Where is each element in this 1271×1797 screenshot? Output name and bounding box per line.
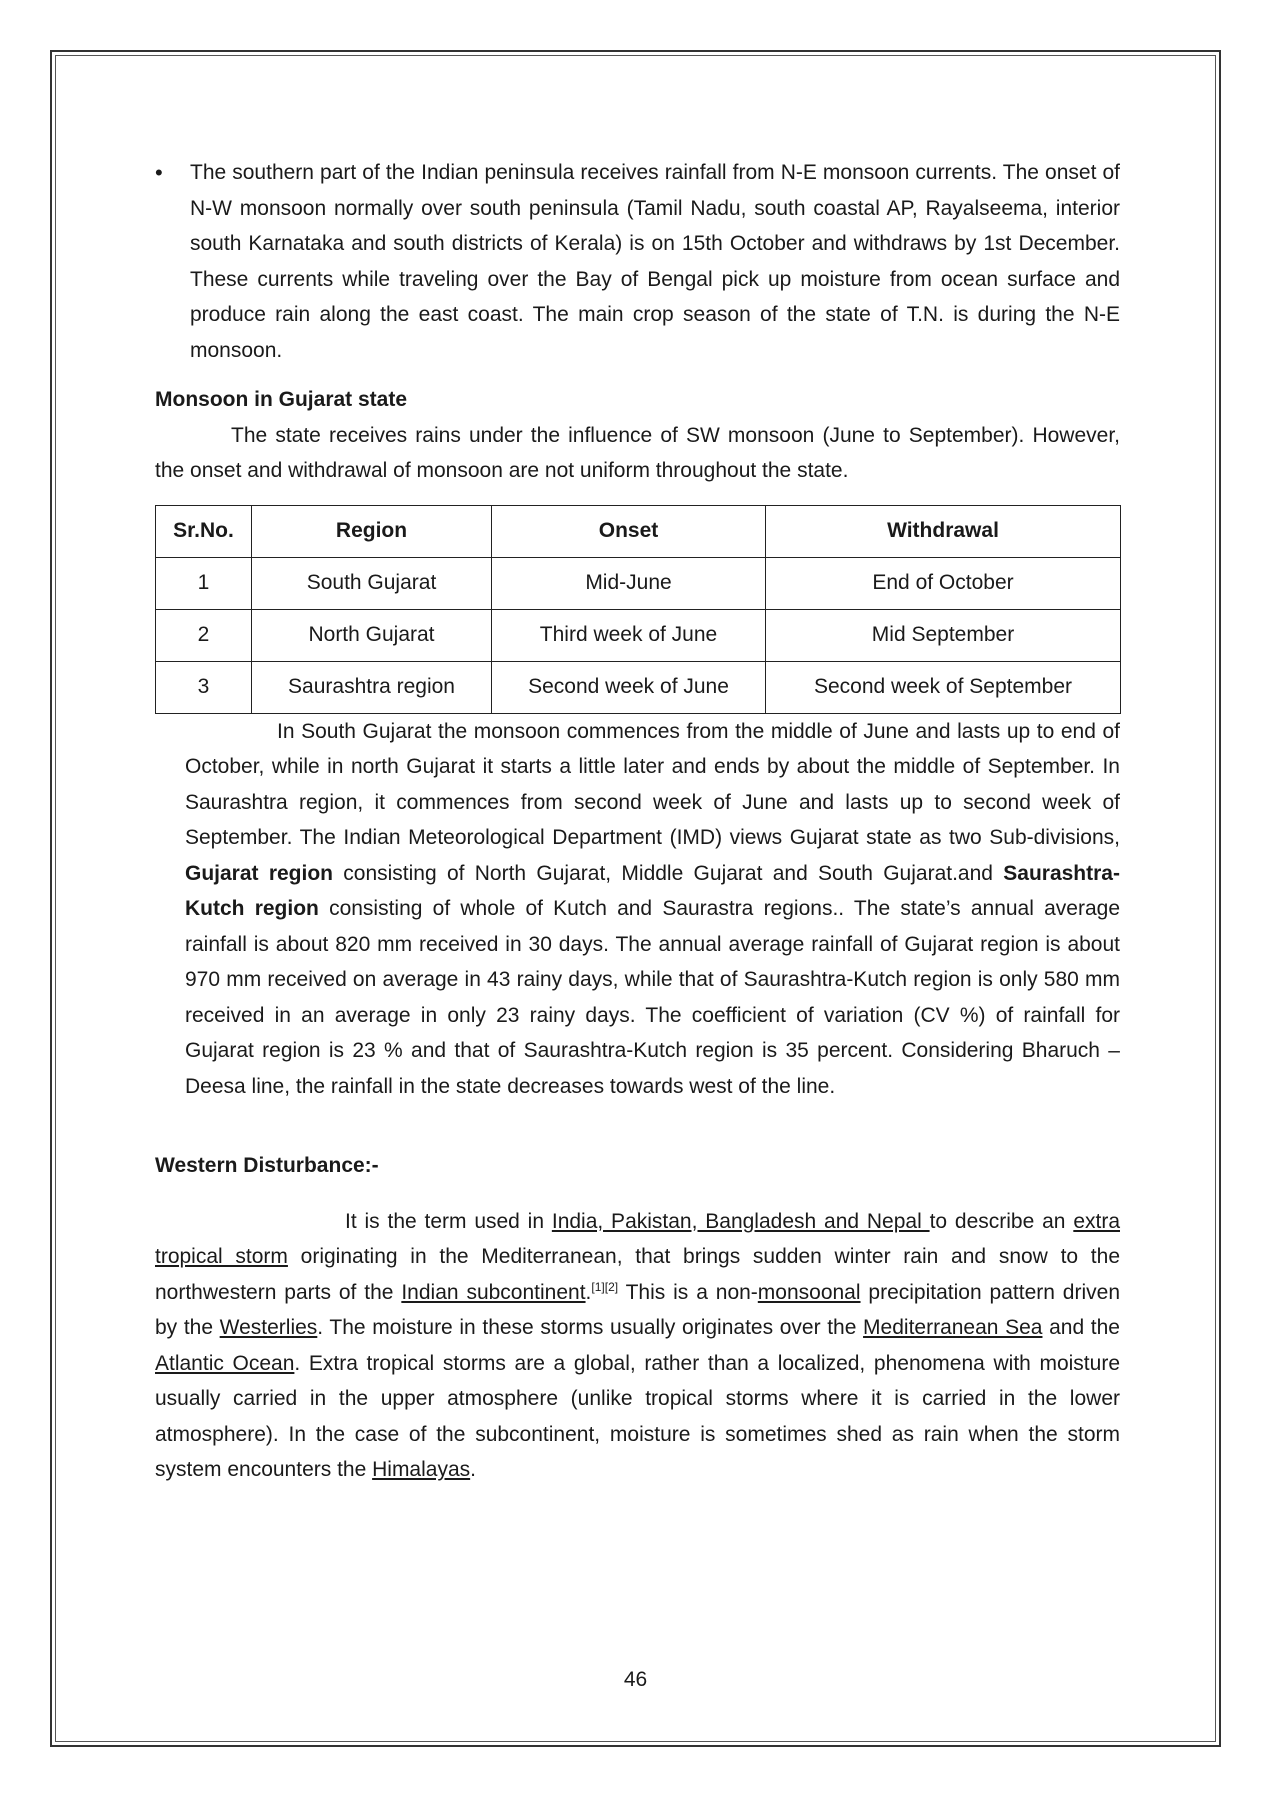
cell-withdrawal: Mid September [766, 609, 1121, 661]
cell-region: South Gujarat [252, 557, 492, 609]
bullet-icon: • [155, 160, 163, 185]
wd-text: . [470, 1458, 476, 1481]
gujarat-detail [155, 714, 1120, 1105]
monsoon-table [155, 505, 1121, 714]
wd-text: to describe an [929, 1209, 1074, 1233]
wd-text: and the [1042, 1316, 1120, 1339]
wd-text: It is the term used in [345, 1209, 552, 1233]
table-row [156, 661, 1121, 713]
cell-onset: Mid-June [492, 557, 766, 609]
heading-western-disturbance: Western Disturbance:- [155, 1154, 379, 1177]
cell-onset: Second week of June [492, 661, 766, 713]
wd-text: . The moisture in these storms usually originates over the [317, 1316, 864, 1339]
detail-text-2: consisting of North Gujarat, Middle Gujarat and South Gujarat.and [332, 861, 1004, 885]
bullet-text: The southern part of the Indian peninsula receives rainfall from N-E monsoon currents. The onset of N-W monsoon normally over south peninsula (Tamil Nadu, south coastal AP, Rayalseema, interior south Karnataka and south districts of Kerala) is on 15th October and withdraws by 1st December. These currents while traveling over the Bay of Bengal pick up moisture from ocean surface and produce rain along the east coast. The main crop season of the state of T.N. is during the N-E monsoon. [190, 161, 1120, 362]
cell-region: North Gujarat [252, 609, 492, 661]
detail-text-1: In South Gujarat the monsoon commences from the middle of June and lasts up to end of October, while in north Gujarat it starts a little later and ends by about the middle of September. In Saurashtra region, it commences from second week of June and lasts up to second week of September. The Indian Meteorological Department (IMD) views Gujarat state as two Sub-divisions, [185, 719, 1120, 849]
link-monsoonal[interactable]: monsoonal [757, 1280, 861, 1304]
cell-onset: Third week of June [492, 609, 766, 661]
table-row [156, 609, 1121, 661]
link-countries[interactable]: India, Pakistan, Bangladesh and Nepal [551, 1209, 930, 1233]
wd-text: precipitation pattern driven by the [155, 1280, 1121, 1339]
wd-text: originating in the Mediterranean, that brings sudden winter rain and snow to the northwestern parts of the [155, 1245, 1120, 1304]
header-srno: Sr.No. [156, 505, 252, 557]
link-extra-tropical-storm[interactable]: extra tropical storm [155, 1209, 1120, 1268]
cell-withdrawal: End of October [766, 557, 1121, 609]
link-indian-subcontinent[interactable]: Indian subcontinent [401, 1280, 586, 1304]
cell-srno: 2 [156, 609, 252, 661]
bullet-item [155, 155, 1120, 368]
heading-gujarat: Monsoon in Gujarat state [155, 388, 408, 411]
wd-text: . [585, 1280, 592, 1304]
page-content [155, 155, 1120, 1488]
page-number: 46 [623, 1668, 648, 1691]
link-westerlies[interactable]: Westerlies [219, 1316, 318, 1339]
footnote-ref[interactable]: [1][2] [591, 1279, 619, 1294]
cell-region: Saurashtra region [252, 661, 492, 713]
header-withdrawal: Withdrawal [766, 505, 1121, 557]
detail-text-3: consisting of whole of Kutch and Saurastra regions.. The state’s annual average rainfall is about 820 mm received in 30 days. The annual average rainfall of Gujarat region is about 970 mm received on average in 43 rainy days, while that of Saurashtra-Kutch region is only 580 mm received in an average in only 23 rainy days. The coefficient of variation (CV %) of rainfall for Gujarat region is 23 % and that of Saurashtra-Kutch region is 35 percent. Considering Bharuch – Deesa line, the rainfall in the state decreases towards west of the line. [185, 897, 1120, 1098]
detail-bold-saurashtra-kutch: Saurashtra-Kutch region [185, 861, 1120, 920]
monsoon-table-wrap [155, 505, 1120, 714]
cell-withdrawal: Second week of September [766, 661, 1121, 713]
gujarat-intro: The state receives rains under the influence of SW monsoon (June to September). However, the onset and withdrawal of monsoon are not uniform throughout the state. [155, 423, 1120, 482]
header-onset: Onset [492, 505, 766, 557]
western-paragraph [155, 1204, 1120, 1488]
table-header-row [156, 505, 1121, 557]
wd-text: This is a non- [618, 1280, 758, 1304]
table-row [156, 557, 1121, 609]
link-atlantic-ocean[interactable]: Atlantic Ocean [155, 1351, 295, 1375]
cell-srno: 1 [156, 557, 252, 609]
cell-srno: 3 [156, 661, 252, 713]
link-himalayas[interactable]: Himalayas [372, 1458, 471, 1481]
header-region: Region [252, 505, 492, 557]
wd-text: . Extra tropical storms are a global, rather than a localized, phenomena with moisture usually carried in the upper atmosphere (unlike tropical storms where it is carried in the lower atmosphere). In the case of the subcontinent, moisture is sometimes shed as rain when the storm system encounters the [155, 1351, 1120, 1481]
link-mediterranean-sea[interactable]: Mediterranean Sea [863, 1316, 1043, 1339]
detail-bold-gujarat-region: Gujarat region [185, 861, 333, 885]
